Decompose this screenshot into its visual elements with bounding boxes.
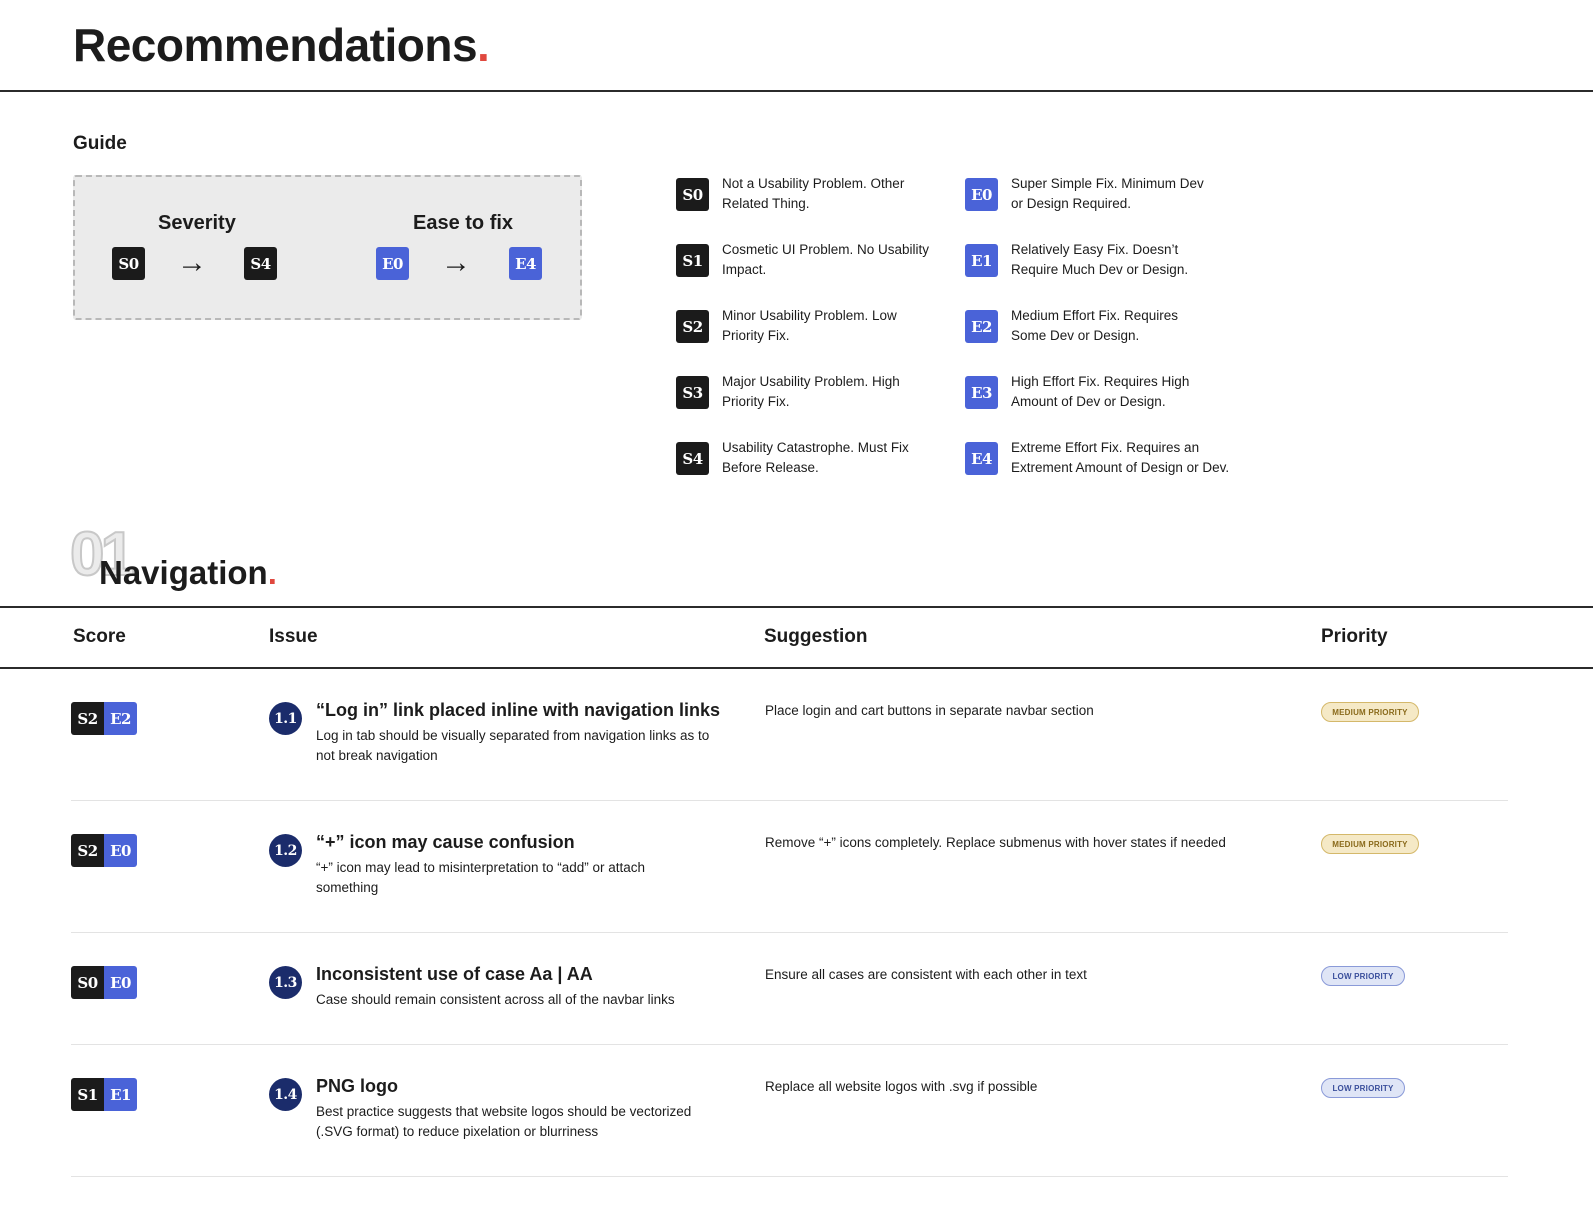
issue-title: “+” icon may cause confusion (316, 832, 575, 852)
issue-number: 1.3 (269, 966, 302, 999)
legend-severity-text: Cosmetic UI Problem. No Usability Impact. (722, 242, 930, 277)
guide-title: Guide (73, 133, 127, 154)
title-accent-dot: . (477, 19, 490, 71)
severity-arrow-icon: → (177, 246, 207, 279)
issue-number: 1.2 (269, 834, 302, 867)
legend-ease-text: Super Simple Fix. Minimum Dev or Design Required. (1011, 176, 1204, 211)
section-accent-dot: . (267, 554, 277, 591)
severity-badge-min: S0 (112, 247, 145, 280)
suggestion-text: Ensure all cases are consistent with each other in text (765, 967, 1087, 982)
issue-title: PNG logo (316, 1076, 398, 1096)
legend-ease-badge: E3 (965, 376, 998, 409)
severity-score: S2 (71, 702, 104, 735)
issue-title: “Log in” link placed inline with navigation links (316, 700, 721, 720)
priority-badge: MEDIUM PRIORITY (1321, 834, 1419, 854)
severity-score: S1 (71, 1078, 104, 1111)
legend-ease-text: Extreme Effort Fix. Requires an Extrement Amount of Design or Dev. (1011, 440, 1230, 475)
row-divider (71, 800, 1508, 801)
column-header-issue: Issue (269, 626, 318, 647)
page-title: Recommendations. (73, 19, 490, 71)
column-header-suggestion: Suggestion (764, 626, 868, 647)
ease-badge-min: E0 (376, 247, 409, 280)
row-divider (71, 1176, 1508, 1177)
legend-severity-badge: S3 (676, 376, 709, 409)
legend-severity-text: Usability Catastrophe. Must Fix Before Release. (722, 440, 909, 475)
issue-number: 1.4 (269, 1078, 302, 1111)
severity-badge-max: S4 (244, 247, 277, 280)
row-divider (71, 1044, 1508, 1045)
ease-scale-label: Ease to fix (413, 212, 514, 234)
row-divider (71, 932, 1508, 933)
ease-score: E0 (104, 834, 137, 867)
legend-severity-text: Major Usability Problem. High Priority Fix. (722, 374, 900, 409)
suggestion-text: Replace all website logos with .svg if possible (765, 1079, 1038, 1094)
legend-severity-text: Not a Usability Problem. Other Related Thing. (722, 176, 905, 211)
legend-ease-badge: E0 (965, 178, 998, 211)
table-header-divider (0, 667, 1593, 669)
section-number: 01 (70, 520, 131, 589)
ease-score: E1 (104, 1078, 137, 1111)
ease-score: E0 (104, 966, 137, 999)
severity-score: S0 (71, 966, 104, 999)
legend-ease-badge: E1 (965, 244, 998, 277)
ease-score: E2 (104, 702, 137, 735)
issue-title: Inconsistent use of case Aa | AA (316, 964, 593, 984)
legend-ease-text: Relatively Easy Fix. Doesn’t Require Much Dev or Design. (1011, 242, 1189, 277)
score-badge (71, 966, 137, 999)
legend-ease-badge: E2 (965, 310, 998, 343)
issue-description: Best practice suggests that website logos should be vectorized (.SVG format) to reduce pixelation or blurriness (316, 1104, 692, 1139)
priority-badge: LOW PRIORITY (1321, 1078, 1405, 1098)
score-badge (71, 1078, 137, 1111)
legend-severity-badge: S0 (676, 178, 709, 211)
priority-badge: LOW PRIORITY (1321, 966, 1405, 986)
legend-ease-text: Medium Effort Fix. Requires Some Dev or Design. (1011, 308, 1179, 343)
priority-badge: MEDIUM PRIORITY (1321, 702, 1419, 722)
column-header-score: Score (73, 626, 126, 647)
header-divider (0, 90, 1593, 92)
legend-severity-badge: S4 (676, 442, 709, 475)
legend-ease-text: High Effort Fix. Requires High Amount of Dev or Design. (1011, 374, 1190, 409)
issue-number: 1.1 (269, 702, 302, 735)
legend-severity-badge: S2 (676, 310, 709, 343)
issue-description: Case should remain consistent across all of the navbar links (316, 992, 675, 1007)
severity-score: S2 (71, 834, 104, 867)
legend-severity-text: Minor Usability Problem. Low Priority Fix. (722, 308, 897, 343)
ease-arrow-icon: → (441, 246, 471, 279)
score-badge (71, 834, 137, 867)
suggestion-text: Remove “+” icons completely. Replace submenus with hover states if needed (765, 835, 1226, 850)
legend-ease-badge: E4 (965, 442, 998, 475)
issue-description: Log in tab should be visually separated from navigation links as to not break navigation (316, 728, 710, 763)
section-title: Navigation. (99, 554, 277, 591)
section-divider (0, 606, 1593, 608)
issue-description: “+” icon may lead to misinterpretation to “add” or attach something (316, 860, 646, 895)
score-badge (71, 702, 137, 735)
legend-severity-badge: S1 (676, 244, 709, 277)
column-header-priority: Priority (1321, 626, 1388, 647)
suggestion-text: Place login and cart buttons in separate navbar section (765, 703, 1094, 718)
guide-box (73, 175, 582, 320)
severity-scale-label: Severity (158, 212, 236, 234)
ease-badge-max: E4 (509, 247, 542, 280)
